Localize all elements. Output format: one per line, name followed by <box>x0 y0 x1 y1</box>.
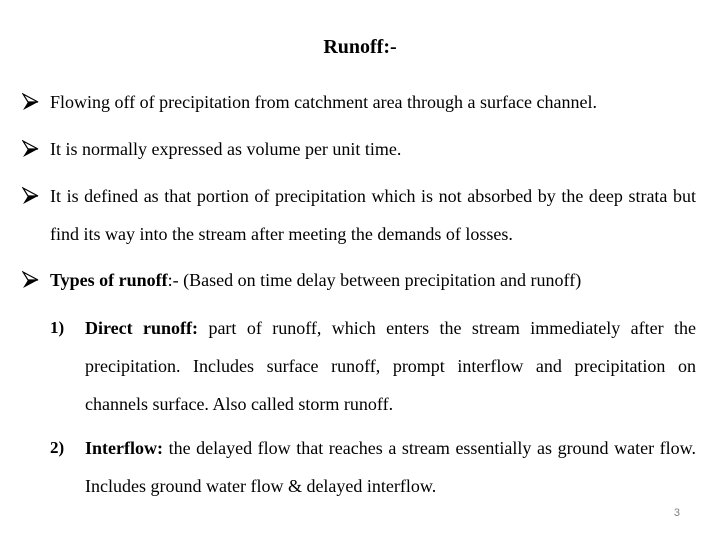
bullet-text: It is normally expressed as volume per unit time. <box>50 139 402 159</box>
runoff-type-item <box>50 429 696 505</box>
bullet-item <box>22 177 696 253</box>
item-term: Direct runoff: <box>85 318 199 338</box>
bullet-item <box>22 83 696 121</box>
arrow-bullet-icon <box>22 186 40 206</box>
runoff-type-item <box>50 309 696 423</box>
page-number: 3 <box>673 507 680 519</box>
arrow-bullet-icon <box>22 92 40 112</box>
item-text <box>85 309 696 423</box>
bullet-text: It is defined as that portion of precipitation which is not absorbed by the deep strata but find its way into the stream after meeting the demands of losses. <box>50 186 696 244</box>
item-number: 1) <box>50 318 65 337</box>
bullet-text: Flowing off of precipitation from catchment area through a surface channel. <box>50 92 597 112</box>
item-description: part of runoff, which enters the stream immediately after the precipitation. Includes surface runoff, prompt interflow and precipitation on channels surface. Also called storm runoff. <box>85 318 696 414</box>
item-text <box>85 429 696 505</box>
item-number: 2) <box>50 438 65 457</box>
types-description: :- (Based on time delay between precipitation and runoff) <box>167 270 582 290</box>
types-heading <box>50 261 696 299</box>
item-term: Interflow: <box>85 438 163 458</box>
bullet-item <box>22 130 696 168</box>
item-description: the delayed flow that reaches a stream essentially as ground water flow. Includes ground water flow & delayed interflow. <box>85 438 697 496</box>
types-of-runoff-bullet <box>22 261 696 299</box>
types-label: Types of runoff <box>50 270 168 290</box>
slide-title: Runoff:- <box>323 36 397 58</box>
arrow-bullet-icon <box>22 139 40 159</box>
arrow-bullet-icon <box>22 270 40 290</box>
